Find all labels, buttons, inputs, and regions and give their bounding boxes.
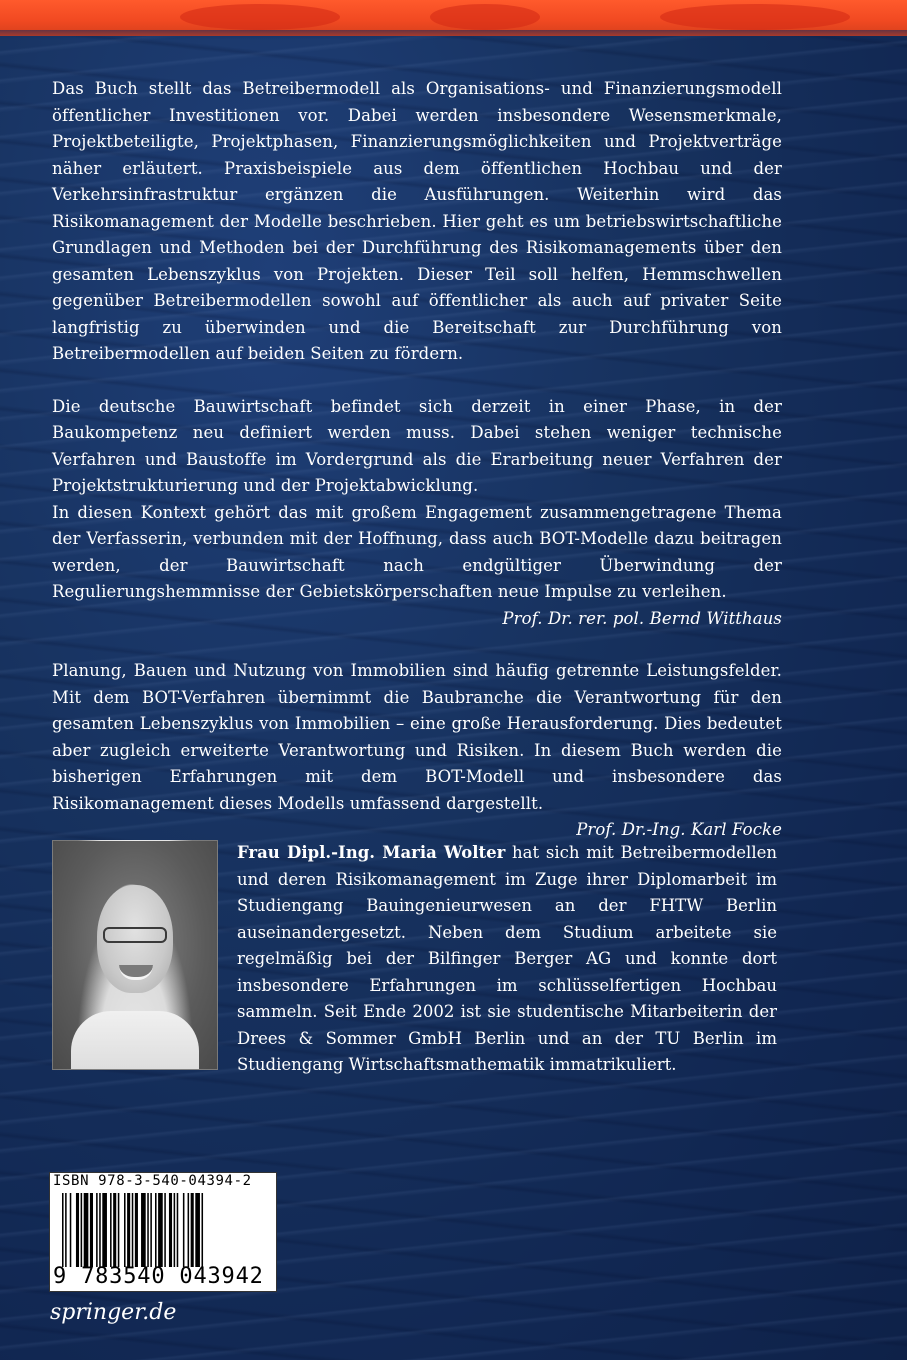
review-paragraph-3: Planung, Bauen und Nutzung von Immobilien sind häufig getrennte Leistungsfelder. Mit dem BOT-Verfahren übernimmt die Baubranche die Verantwortung für den gesamten Lebenszyklus von Immobilien – eine große Herausforderung. Dies bedeutet aber zugleich erweiterte Verantwortung und Risiken. In diesem Buch werden die bisherigen Erfahrungen mit dem BOT-Modell und insbesondere das Risikomanagement dieses Modells umfassend dargestellt.	[52, 661, 782, 813]
review-paragraph-1: Die deutsche Bauwirtschaft befindet sich derzeit in einer Phase, in der Baukompetenz neu definiert werden muss. Dabei stehen weniger technische Verfahren und Baustoffe im Vordergrund als die Erarbeitung neuer Verfahren der Projektstrukturierung und der Projektabwicklung.	[52, 396, 782, 495]
barcode-bars	[60, 1193, 266, 1267]
strip-shadow	[0, 30, 907, 40]
photo-glasses	[103, 927, 167, 943]
publisher-url: springer.de	[50, 1300, 177, 1325]
reviewer-signature-2: Prof. Dr.-Ing. Karl Focke	[576, 820, 782, 839]
strip-shade	[180, 4, 340, 30]
author-name: Frau Dipl.-Ing. Maria Wolter	[237, 843, 506, 862]
strip-shade	[430, 4, 540, 30]
reviewer-signature-1: Prof. Dr. rer. pol. Bernd Witthaus	[502, 608, 782, 628]
isbn-barcode	[49, 1172, 277, 1292]
author-bio	[237, 840, 777, 1079]
back-cover-text	[52, 76, 782, 844]
strip-shade	[660, 4, 850, 30]
isbn-label: ISBN 978-3-540-04394-2	[53, 1173, 252, 1189]
photo-collar	[71, 1011, 199, 1069]
review-paragraph-2: In diesen Kontext gehört das mit großem Engagement zusammengetragene Thema der Verfasserin, verbunden mit der Hoffnung, dass auch BOT-Modelle dazu beitragen werden, der Bauwirtschaft nach endgültiger Überwindung der Regulierungshemmnisse der Gebietskörperschaften neue Impulse zu verleihen.	[52, 502, 782, 601]
author-bio-text: hat sich mit Betreibermodellen und deren Risikomanagement im Zuge ihrer Diplomarbeit im Studiengang Bauingenieurwesen an der FHTW Berlin auseinandergesetzt. Neben dem Studium arbeitete sie regelmäßig bei der Bilfinger Berger AG und konnte dort insbesondere Erfahrungen im schlüsselfertigen Hochbau sammeln. Seit Ende 2002 ist sie studentische Mitarbeiterin der Drees & Sommer GmbH Berlin und an der TU Berlin im Studiengang Wirtschaftsmathematik immatrikuliert.	[237, 843, 777, 1074]
description-paragraph: Das Buch stellt das Betreibermodell als Organisations- und Finanzierungsmodell öffentlicher Investitionen vor. Dabei werden insbesondere Wesensmerkmale, Projektbeteiligte, Projektphasen, Finanzierungsmöglichkeiten und Projektverträge näher erläutert. Praxisbeispiele aus dem öffentlichen Hochbau und der Verkehrsinfrastruktur ergänzen die Ausführungen. Weiterhin wird das Risikomanagement der Modelle beschrieben. Hier geht es um betriebswirtschaftliche Grundlagen und Methoden bei der Durchführung des Risikomanagements über den gesamten Lebenszyklus von Projekten. Dieser Teil soll helfen, Hemmschwellen gegenüber Betreibermodellen sowohl auf öffentlicher als auch auf privater Seite langfristig zu überwinden und die Bereitschaft zur Durchführung von Betreibermodellen auf beiden Seiten zu fördern.	[52, 79, 782, 363]
author-photo	[52, 840, 218, 1070]
ean-number: 9 783540 043942	[53, 1264, 264, 1289]
